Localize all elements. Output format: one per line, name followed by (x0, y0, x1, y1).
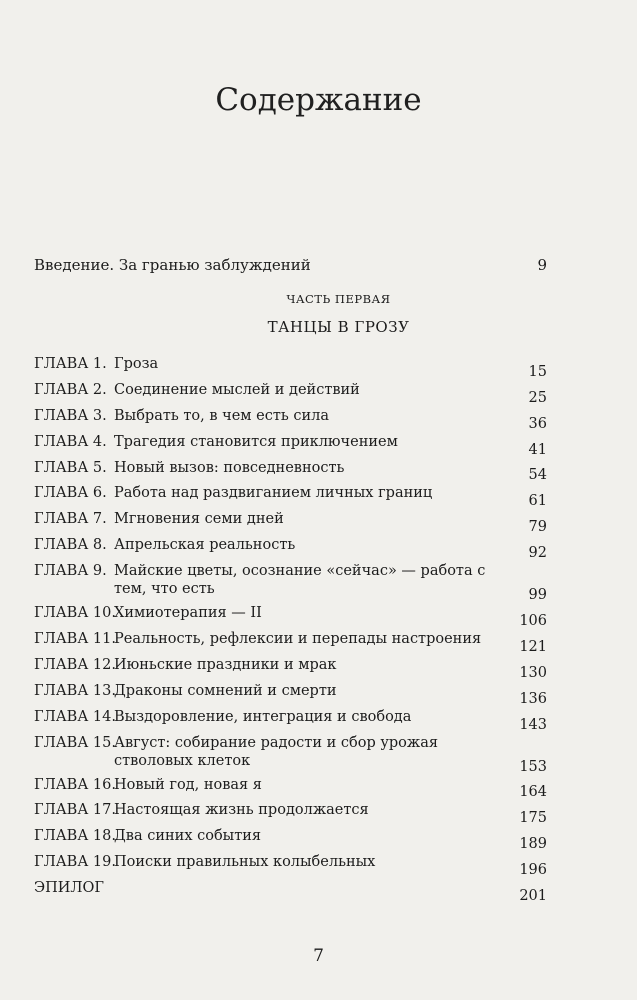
toc-row (34, 853, 547, 879)
toc-row (34, 734, 547, 776)
toc-chapter-title: Химиотерапия — II (114, 605, 262, 622)
part-label: ЧАСТЬ ПЕРВАЯ (286, 292, 391, 306)
toc-row (34, 776, 547, 802)
toc-chapter-label: ГЛАВА 19. (34, 854, 116, 871)
toc-chapter-label: ГЛАВА 12. (34, 656, 116, 673)
toc-chapter-page: 121 (519, 638, 547, 655)
toc-chapter-title: Август: собирание радости и сбор урожая стволовых клеток (114, 734, 439, 769)
toc-chapter-title: Работа над раздвиганием личных границ (114, 485, 433, 502)
page-title: Содержание (215, 82, 422, 118)
toc-chapter-title: Выздоровление, интеграция и свобода (114, 708, 412, 725)
toc-chapter-page: 130 (519, 664, 547, 681)
page-number: 7 (313, 946, 324, 966)
toc-chapter-page: 54 (528, 467, 547, 484)
toc-chapter-title: Два синих события (114, 828, 262, 845)
toc-chapter-label: ГЛАВА 1. (34, 356, 107, 372)
toc-row (34, 827, 547, 853)
part-title: ТАНЦЫ В ГРОЗУ (267, 318, 410, 336)
toc-intro-row (34, 256, 547, 274)
toc-chapter-title: Выбрать то, в чем есть сила (114, 407, 330, 424)
toc-row (34, 433, 547, 459)
toc-chapter-label: ГЛАВА 16. (34, 776, 116, 793)
toc-chapter-title: Соединение мыслей и действий (114, 381, 360, 398)
toc-chapter-label: ЭПИЛОГ (34, 880, 104, 897)
toc-chapter-title: Поиски правильных колыбельных (114, 854, 376, 871)
toc-row (34, 604, 547, 630)
toc-row (34, 879, 547, 905)
toc-chapter-label: ГЛАВА 18. (34, 828, 116, 845)
toc-intro-page: 9 (537, 256, 547, 274)
toc-chapter-page: 164 (519, 784, 547, 801)
toc-chapter-title: Драконы сомнений и смерти (114, 682, 337, 699)
toc-chapter-title: Настоящая жизнь продолжается (114, 802, 369, 819)
toc-chapter-label: ГЛАВА 3. (34, 407, 107, 424)
toc-chapter-title: Майские цветы, осознание «сейчас» — работа с тем, что есть (114, 563, 486, 598)
toc-intro-title: Введение. За гранью заблуждений (34, 256, 311, 274)
toc-chapter-page: 136 (519, 690, 547, 707)
toc-chapter-title: Трагедия становится приключением (114, 433, 398, 450)
toc-chapter-title: Июньские праздники и мрак (114, 656, 337, 673)
toc-chapter-label: ГЛАВА 15. (34, 734, 116, 751)
toc-chapter-page: 189 (519, 836, 547, 853)
toc-chapter-title: Апрельская реальность (114, 537, 296, 554)
toc-chapter-page: 61 (528, 493, 547, 510)
toc-chapter-title: Мгновения семи дней (114, 511, 284, 528)
toc-chapter-page: 99 (528, 587, 547, 604)
toc-row (34, 536, 547, 562)
toc-chapter-page: 79 (528, 519, 547, 536)
toc-row (34, 562, 547, 604)
toc-row (34, 459, 547, 485)
toc-row (34, 355, 547, 381)
toc-chapter-page: 143 (519, 716, 547, 733)
toc-row (34, 708, 547, 734)
toc-chapter-page: 41 (528, 441, 547, 458)
toc-row (34, 484, 547, 510)
toc-list (34, 355, 547, 905)
toc-chapter-page: 15 (528, 363, 547, 380)
toc-row (34, 630, 547, 656)
toc-chapter-page: 36 (528, 415, 547, 432)
toc-chapter-title: Гроза (114, 356, 159, 372)
toc-row (34, 407, 547, 433)
toc-chapter-title: Новый вызов: повседневность (114, 459, 345, 476)
toc-row (34, 510, 547, 536)
toc-chapter-page: 175 (519, 810, 547, 827)
toc-chapter-page: 196 (519, 862, 547, 879)
toc-chapter-label: ГЛАВА 8. (34, 537, 107, 554)
toc-chapter-label: ГЛАВА 14. (34, 708, 116, 725)
toc-row (34, 801, 547, 827)
toc-chapter-label: ГЛАВА 17. (34, 802, 116, 819)
toc-chapter-label: ГЛАВА 5. (34, 459, 107, 476)
toc-chapter-page: 201 (519, 888, 547, 905)
toc-chapter-title: Новый год, новая я (114, 776, 262, 793)
toc-chapter-label: ГЛАВА 6. (34, 485, 107, 502)
toc-row (34, 682, 547, 708)
toc-chapter-page: 153 (519, 758, 547, 775)
toc-chapter-title: Реальность, рефлексии и перепады настроения (114, 631, 482, 648)
toc-chapter-label: ГЛАВА 11. (34, 631, 116, 648)
toc-chapter-label: ГЛАВА 9. (34, 563, 107, 580)
toc-chapter-label: ГЛАВА 13. (34, 682, 116, 699)
toc-row (34, 656, 547, 682)
toc-chapter-title (114, 879, 507, 905)
toc-chapter-page: 92 (528, 545, 547, 562)
toc-chapter-label: ГЛАВА 10. (34, 605, 116, 622)
toc-chapter-label: ГЛАВА 4. (34, 433, 107, 450)
toc-chapter-label: ГЛАВА 2. (34, 381, 107, 398)
toc-chapter-label: ГЛАВА 7. (34, 511, 107, 528)
toc-row (34, 381, 547, 407)
toc-chapter-page: 106 (519, 613, 547, 630)
toc-chapter-page: 25 (528, 389, 547, 406)
